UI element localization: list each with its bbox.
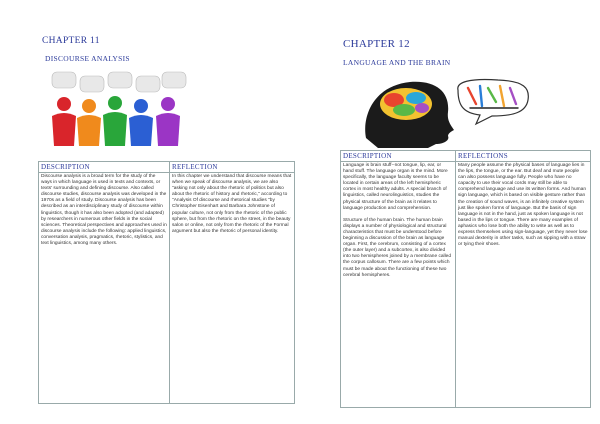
speech-bubble-icon [458, 79, 529, 124]
description-header: DESCRIPTION [39, 162, 170, 173]
chapter-11-title: CHAPTER 11 [42, 36, 100, 46]
discourse-people-illustration [42, 70, 192, 150]
description-cell [341, 162, 456, 408]
description-header: DESCRIPTION [341, 151, 456, 162]
chapter-11-table [38, 161, 295, 404]
person-figures [52, 96, 180, 146]
chapter-12-subtitle: LANGUAGE AND THE BRAIN [343, 58, 451, 67]
description-cell: Discourse analysis is a broad term for the study of the ways in which language is used in texts and contexts, or texts' surrounding and defining discourse. Also called discourse studies, discourse analysis was developed in the 1970s as a field of study. Discourse analysis has been described as an interdisciplinary study of discourse within linguistics, though it has also been adopted (and adapted) by researchers in numerous other fields in the social sciences. Theoretical perspectives and approaches used in discourse analysis include the following: applied linguistics, conversation analysis, pragmatics, rhetoric, stylistics, and text linguistics, among many others. [39, 173, 170, 404]
chapter-11-subtitle: DISCOURSE ANALYSIS [45, 54, 130, 63]
chapter-12-title: CHAPTER 12 [343, 38, 410, 50]
speech-bubbles [52, 72, 186, 92]
colorful-brain-icon [380, 88, 432, 120]
description-paragraph: Structure of the human brain. The human brain displays a number of physiological and structural characteristics that must be understood before beginning a discussion of the brain as language organ. First, the cerebrum, consisting of a cortex (the outer layer) and a subcortex, is also divided into two hemispheres joined by a membrane called the corpus callosum. There are a few points which must be made about the functioning of these two cerebral hemispheres. [343, 217, 451, 278]
chapter-12-table [340, 150, 591, 408]
description-paragraph: Language is brain stuff--not tongue, lip, ear, or hand stuff. The language organ is the mind. More specifically, the language faculty seems to be located in certain areas of the left hemispheric cortex in most healthy adults. A special branch of linguistics, called neurolinguistics, studies the physical structure of the brain as it relates to language production and comprehension. [343, 163, 448, 211]
reflection-header: REFLECTION [170, 162, 295, 173]
right-page [300, 0, 600, 424]
reflections-header: REFLECTIONS [456, 151, 591, 162]
brain-speech-illustration [358, 78, 533, 148]
reflection-cell: In this chapter we understand that discourse means that when we speak of discourse analysis, we are also "asking not only about the rhetoric of politics but also about the rhetoric of history and rhetoric," according to "Analysis Of discourse and rhetorical studies "by Christopher Eisenhart and Barbara Johnstone of popular culture, not only from the rhetoric of the public sphere, but from the rhetoric on the street, in the beauty salon or online, not only from the rhetoric of the Formal argument but also the rhetoric of personal identity. [170, 173, 295, 404]
reflection-cell: Many people assume the physical bases of language lies in the lips, the tongue, or the ear. But deaf and mute people can also possess language fully. People who have no capacity to use their vocal cords may still be able to comprehend language and use its written forms. And human sign language, which is based on visible gesture rather than the creation of sound waves, is an infinitely creative system just like spoken forms of language. But the basis of sign language is not in the hand, just as spoken language is not based in the lips or tongue. There are many examples of aphasics who lose both the ability to write as well as to express themselves using sign-language, yet they never lose manual dexterity in other tasks, such as sipping with a straw or tying their shoes. [456, 162, 591, 408]
